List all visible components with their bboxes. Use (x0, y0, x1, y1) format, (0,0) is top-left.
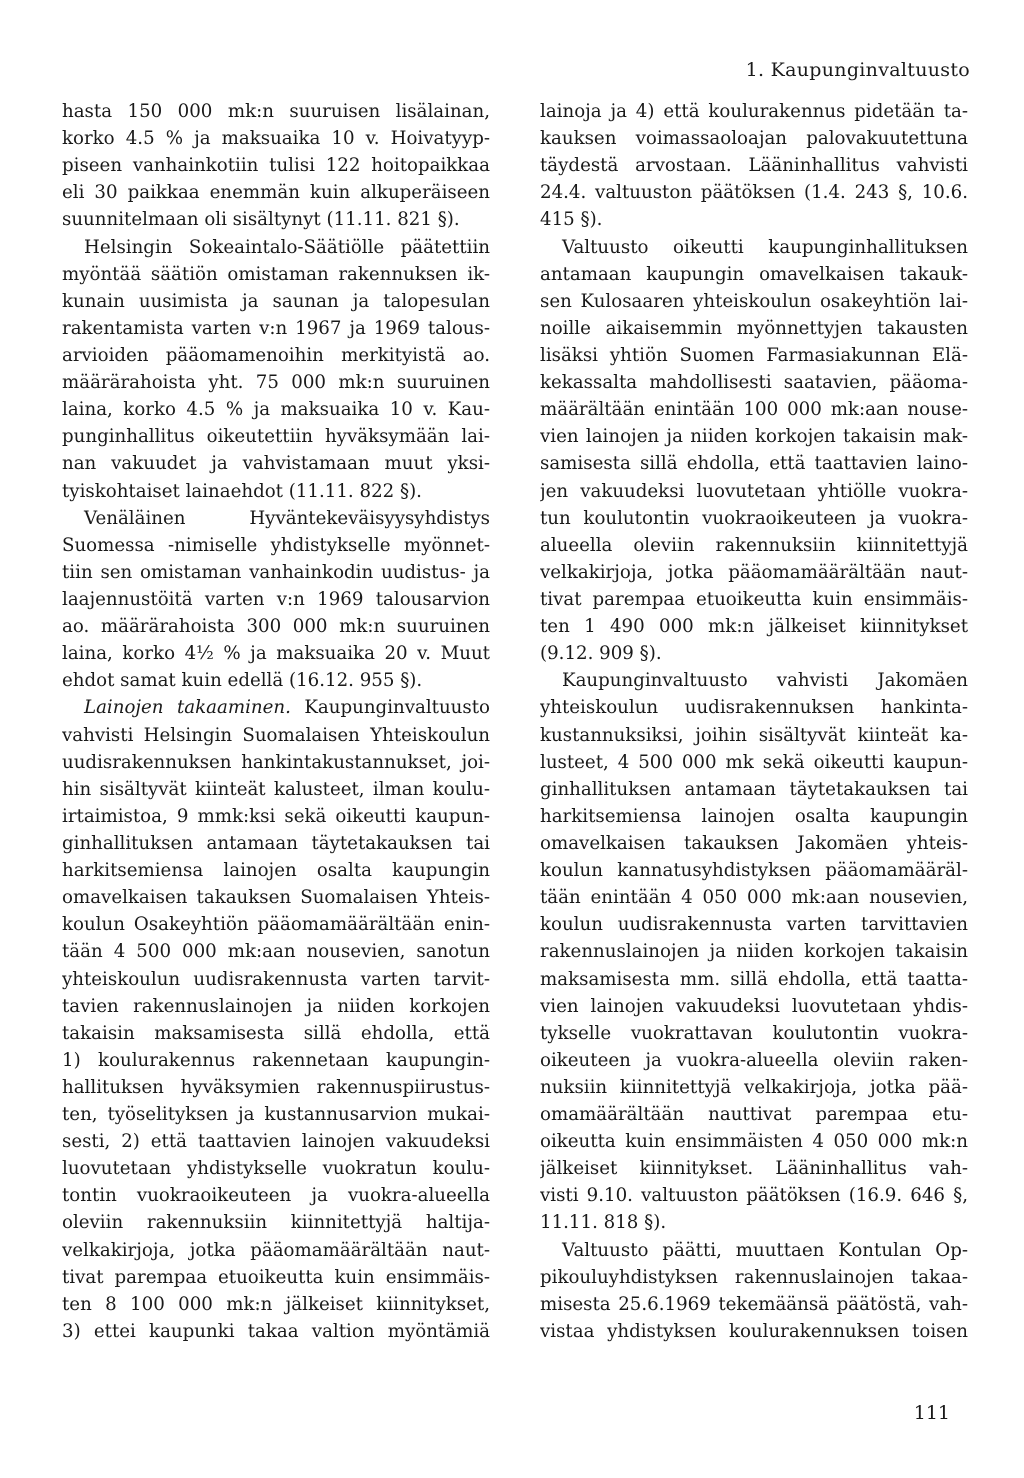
text-line: 24.4. valtuuston päätöksen (1.4. 243 §, 10.6. (540, 182, 968, 204)
text-line: ten, työselityksen ja kustannusarvion mukai- (62, 1104, 490, 1126)
text-line: visti 9.10. valtuuston päätöksen (16.9. 646 §, (540, 1185, 968, 1207)
text-line (62, 694, 490, 721)
text-line: lusteet, 4 500 000 mk sekä oikeutti kaupun- (540, 751, 968, 773)
running-head: 1. Kaupunginvaltuusto (745, 59, 970, 81)
text-line: tyiskohtaiset lainaehdot (11.11. 822 §). (62, 480, 422, 502)
text-line: oikeuteen ja vuokra-alueella oleviin raken- (540, 1049, 968, 1071)
text-line: myöntää säätiön omistaman rakennuksen ik- (62, 263, 490, 285)
text-line: oikeutta kuin ensimmäisten 4 050 000 mk:n (540, 1131, 968, 1153)
text-line: Valtuusto päätti, muuttaen Kontulan Op- (562, 1239, 968, 1261)
text-line: hallituksen hyväksymien rakennuspiirustus- (62, 1076, 490, 1098)
text-line: laina, korko 4½ % ja maksuaika 20 v. Muut (62, 643, 490, 665)
text-line: tontin vuokraoikeuteen ja vuokra-alueella (62, 1185, 490, 1207)
text-line: uudisrakennuksen hankintakustannukset, joi- (62, 751, 490, 773)
text-line: Valtuusto oikeutti kaupunginhallituksen (562, 236, 968, 258)
text-line: yhteiskoulun uudisrakennuksen hankinta- (540, 697, 968, 719)
text-line: 1) koulurakennus rakennetaan kaupungin- (62, 1049, 490, 1071)
text-line: vien lainojen vakuudeksi luovutetaan yhdis- (540, 995, 968, 1017)
text-line: harkitsemiensa lainojen osalta kaupungin (540, 805, 968, 827)
text-line: koulun Osakeyhtiön pääomamäärältään enin- (62, 914, 490, 936)
text-line: misesta 25.6.1969 tekemäänsä päätöstä, vah- (540, 1293, 968, 1315)
left-column (62, 98, 490, 1345)
text-fragment: Kaupunginvaltuusto (304, 697, 490, 719)
text-line: harkitsemiensa lainojen osalta kaupungin (62, 860, 490, 882)
text-line: ao. määrärahoista 300 000 mk:n suuruinen (62, 616, 490, 638)
text-line: vien lainojen ja niiden korkojen takaisin mak- (540, 426, 968, 448)
text-line: omamäärältään nauttivat parempaa etu- (540, 1104, 968, 1126)
text-line: omavelkaisen takauksen Suomalaisen Yhteis- (62, 887, 490, 909)
text-line: kunain uusimista ja saunan ja talopesulan (62, 290, 490, 312)
text-line: nuksiin kiinnitettyjä velkakirjoja, jotka pää- (540, 1076, 968, 1098)
text-line: ehdot samat kuin edellä (16.12. 955 §). (62, 670, 423, 692)
text-line: tavien rakennuslainojen ja niiden korkojen (62, 995, 490, 1017)
text-line: irtaimistoa, 9 mmk:ksi sekä oikeutti kaupun- (62, 805, 490, 827)
text-line: alueella oleviin rakennuksiin kiinnitettyjä (540, 534, 968, 556)
text-line: Suomessa -nimiselle yhdistykselle myönnet- (62, 534, 490, 556)
text-line: määrärahoista yht. 75 000 mk:n suuruinen (62, 372, 490, 394)
text-line: Helsingin Sokeaintalo-Säätiölle päätettiin (84, 236, 490, 258)
text-line: hasta 150 000 mk:n suuruisen lisälainan, (62, 101, 490, 122)
text-line: 3) ettei kaupunki takaa valtion myöntämiä (62, 1320, 490, 1342)
text-line: Kaupunginvaltuusto vahvisti Jakomäen (562, 670, 968, 692)
text-line: piseen vanhainkotiin tulisi 122 hoitopaikkaa (62, 155, 490, 177)
text-line: lainoja ja 4) että koulurakennus pidetään ta- (540, 101, 968, 122)
text-line: antamaan kaupungin omavelkaisen takauk- (540, 263, 968, 285)
text-line: velkakirjoja, jotka pääomamäärältään naut- (540, 561, 968, 583)
text-line: vahvisti Helsingin Suomalaisen Yhteiskoulun (62, 724, 490, 746)
text-line: ten 1 490 000 mk:n jälkeiset kiinnitykset (540, 616, 968, 638)
text-line: rakennuslainojen ja niiden korkojen takaisin (540, 941, 968, 963)
text-line: samisesta sillä ehdolla, että taattavien laino- (540, 453, 968, 475)
text-line: (9.12. 909 §). (540, 643, 662, 665)
text-line: tivat parempaa etuoikeutta kuin ensimmäis- (62, 1266, 490, 1288)
text-line: korko 4.5 % ja maksuaika 10 v. Hoivatyyp- (62, 128, 490, 150)
text-line: maksamisesta mm. sillä ehdolla, että taatta- (540, 968, 968, 990)
text-line: laajennustöitä varten v:n 1969 talousarvion (62, 588, 490, 610)
text-line: takaisin maksamisesta sillä ehdolla, että (62, 1022, 490, 1044)
text-line: ginhallituksen antamaan täytetakauksen tai (540, 778, 968, 800)
text-line: ginhallituksen antamaan täytetakauksen tai (62, 832, 490, 854)
text-line: täydestä arvostaan. Lääninhallitus vahvisti (540, 155, 968, 177)
right-column (540, 98, 968, 1345)
text-line: noille aikaisemmin myönnettyjen takausten (540, 317, 968, 339)
text-line: koulun uudisrakennusta varten tarvittavien (540, 914, 968, 936)
section-heading: Lainojen takaaminen. (84, 697, 291, 719)
text-line: kekassalta mahdollisesti saatavien, pääoma- (540, 372, 968, 394)
text-line: tun koulutontin vuokraoikeuteen ja vuokra- (540, 507, 968, 529)
text-line: koulun kannatusyhdistyksen pääomamääräl- (540, 860, 968, 882)
text-line: rakentamista varten v:n 1967 ja 1969 talous- (62, 317, 490, 339)
text-line: tiin sen omistaman vanhainkodin uudistus- ja (62, 561, 490, 583)
text-line: tään enintään 4 050 000 mk:aan nousevien, (540, 887, 968, 909)
text-line: tään 4 500 000 mk:aan nousevien, sanotun (62, 941, 490, 963)
text-line: omavelkaisen takauksen Jakomäen yhteis- (540, 832, 968, 854)
text-line: lisäksi yhtiön Suomen Farmasiakunnan Elä- (540, 344, 968, 366)
text-line: kauksen voimassaoloajan palovakuutettuna (540, 128, 968, 150)
text-line: 415 §). (540, 209, 603, 231)
text-line: sesti, 2) että taattavien lainojen vakuudeksi (62, 1131, 490, 1153)
text-line: nan vakuudet ja vahvistamaan muut yksi- (62, 453, 490, 475)
text-line: arvioiden pääomamenoihin merkityistä ao. (62, 344, 490, 366)
text-line: luovutetaan yhdistykselle vuokratun koulu- (62, 1158, 490, 1180)
text-line: tivat parempaa etuoikeutta kuin ensimmäis- (540, 588, 968, 610)
text-line: 11.11. 818 §). (540, 1212, 667, 1234)
page-number: 111 (913, 1402, 950, 1424)
text-line: yhteiskoulun uudisrakennusta varten tarvit- (62, 968, 490, 990)
text-line: vistaa yhdistyksen koulurakennuksen toisen (540, 1320, 968, 1342)
text-line: punginhallitus oikeutettiin hyväksymään lai- (62, 426, 490, 448)
text-line: hin sisältyvät kiinteät kalusteet, ilman koulu- (62, 778, 490, 800)
text-line: eli 30 paikkaa enemmän kuin alkuperäiseen (62, 182, 490, 204)
text-line: sen Kulosaaren yhteiskoulun osakeyhtiön lai- (540, 290, 968, 312)
text-line: kustannuksiksi, joihin sisältyvät kiinteät ka- (540, 724, 968, 746)
text-line: suunnitelmaan oli sisältynyt (11.11. 821 §). (62, 209, 460, 231)
text-line: tykselle vuokrattavan koulutontin vuokra- (540, 1022, 968, 1044)
text-line: oleviin rakennuksiin kiinnitettyjä haltija- (62, 1212, 490, 1234)
text-line: jen vakuudeksi luovutetaan yhtiölle vuokra- (540, 480, 968, 502)
text-line: laina, korko 4.5 % ja maksuaika 10 v. Kau- (62, 399, 490, 421)
text-line: velkakirjoja, jotka pääomamäärältään naut- (62, 1239, 490, 1261)
text-line: ten 8 100 000 mk:n jälkeiset kiinnitykset, (62, 1293, 490, 1315)
text-line: Venäläinen Hyväntekeväisyysyhdistys (84, 507, 490, 529)
text-line: pikouluyhdistyksen rakennuslainojen takaa- (540, 1266, 968, 1288)
text-line: jälkeiset kiinnitykset. Lääninhallitus vah- (540, 1158, 968, 1180)
text-line: määrältään enintään 100 000 mk:aan nouse- (540, 399, 968, 421)
